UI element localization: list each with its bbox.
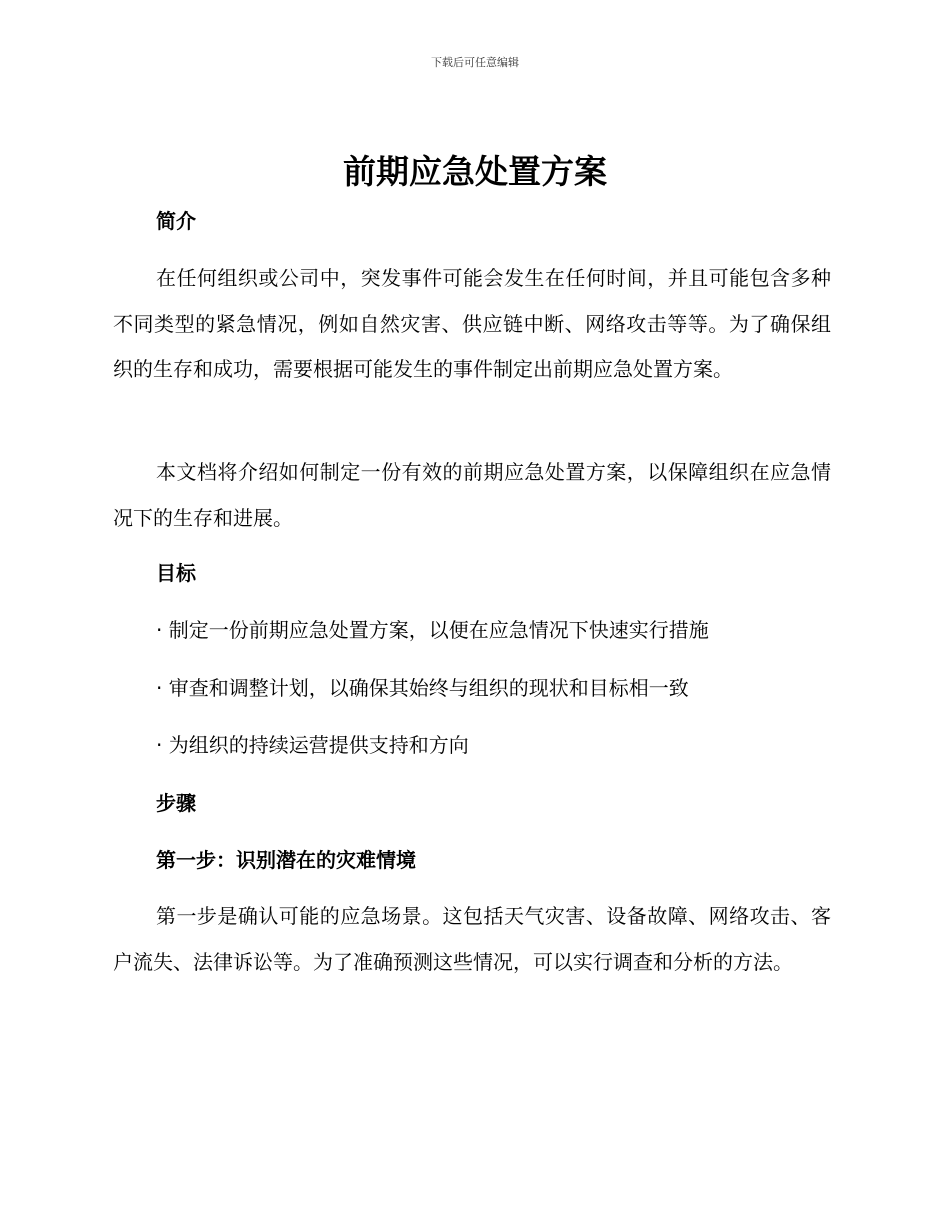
step1-paragraph: 第一步是确认可能的应急场景。这包括天气灾害、设备故障、网络攻击、客户流失、法律诉讼等。为了准确预测这些情况，可以实行调查和分析的方法。: [113, 904, 831, 974]
header-note: 下载后可任意编辑: [431, 56, 519, 69]
document-title: 前期应急处置方案: [343, 152, 607, 191]
steps-heading: 步骤: [156, 791, 196, 815]
goal-item-2: · 审查和调整计划，以确保其始终与组织的现状和目标相一致: [156, 676, 689, 700]
intro-paragraph-1: 在任何组织或公司中，突发事件可能会发生在任何时间，并且可能包含多种不同类型的紧急情况，例如自然灾害、供应链中断、网络攻击等等。为了确保组织的生存和成功，需要根据可能发生的事件制定出前期应急处置方案。: [113, 266, 831, 381]
intro-paragraph-2: 本文档将介绍如何制定一份有效的前期应急处置方案，以保障组织在应急情况下的生存和进展。: [113, 460, 831, 530]
goal-item-1: · 制定一份前期应急处置方案，以便在应急情况下快速实行措施: [156, 618, 709, 642]
step1-heading: 第一步：识别潜在的灾难情境: [156, 848, 416, 872]
goals-heading: 目标: [156, 561, 196, 585]
goal-item-3: · 为组织的持续运营提供支持和方向: [156, 733, 469, 757]
intro-heading: 简介: [156, 209, 196, 233]
